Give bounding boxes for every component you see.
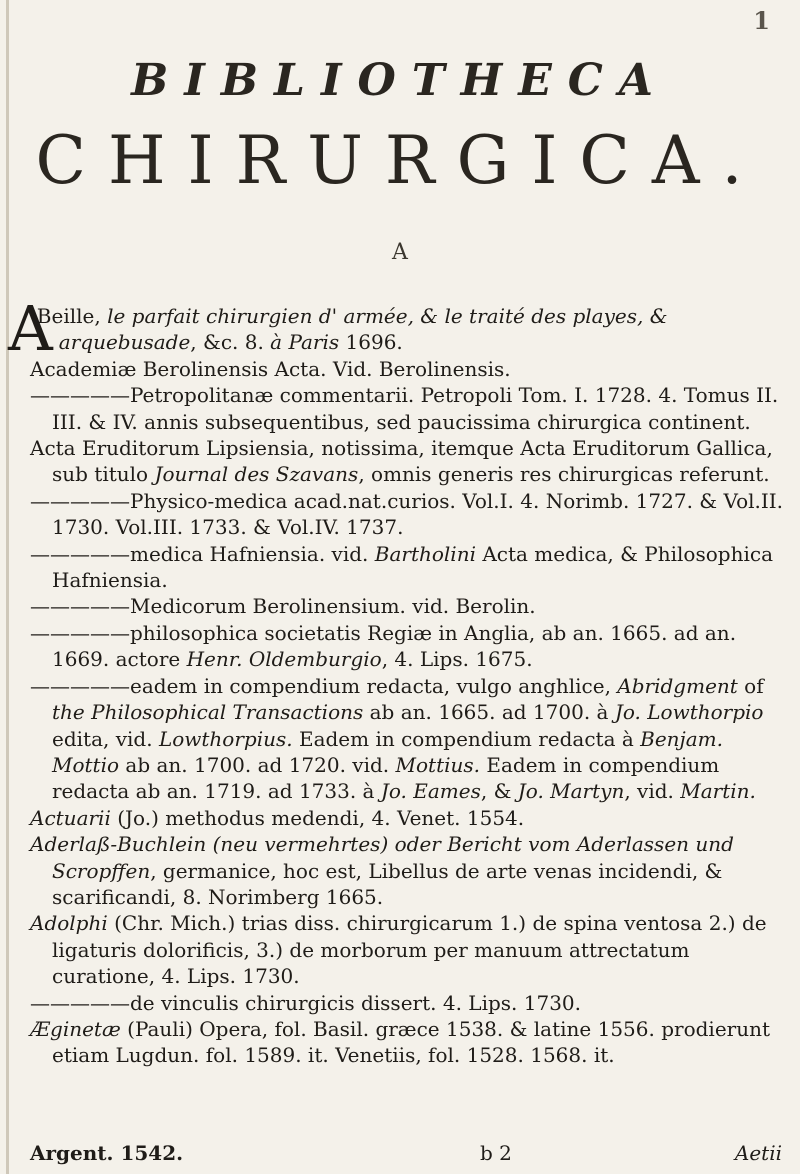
footer-continuation: Argent. 1542.	[30, 1141, 184, 1165]
entry-aderlass-buchlein: Aderlaß-Buchlein (neu vermehrtes) oder Bericht vom Aderlassen und Scropffen, germanice, hoc est, Libellus de arte venas incidendi, & scarificandi, 8. Norimberg 1665.	[30, 832, 734, 909]
entry-de-vinculis: —————de vinculis chirurgicis dissert. 4. Lips. 1730.	[30, 990, 581, 1015]
entry-abeille: A Beille, le parfait chirurgien d' armée, & le traité des playes, & arquebusade, &c. 8. à Paris 1696.	[8, 292, 668, 365]
entry-academiae-berolinensis: Academiæ Berolinensis Acta. Vid. Berolinensis.	[30, 356, 511, 381]
page-footer	[30, 1141, 782, 1171]
entry-medicorum-berolinensium: —————Medicorum Berolinensium. vid. Berolin.	[30, 594, 536, 619]
title-bibliotheca: BIBLIOTHECA	[131, 55, 669, 106]
entry-physico-medica: —————Physico-medica acad.nat.curios. Vol.I. 4. Norimb. 1727. & Vol.II. 1730. Vol.III. 1733. & Vol.IV. 1737.	[30, 488, 784, 540]
entry-adolphi: Adolphi (Chr. Mich.) trias diss. chirurgicarum 1.) de spina ventosa 2.) de ligaturis dolorificis, 3.) de morborum per manuum attrectatum curatione, 4. Lips. 1730.	[30, 911, 767, 989]
entry-eadem-compendium: —————eadem in compendium redacta, vulgo anghlice, Abridgment of the Philosophical Transactions ab an. 1665. ad 1700. à Jo. Lowthorpio edita, vid. Lowthorpius. Eadem in compendium redacta à Benjam. Mottio ab an. 1700. ad 1720. vid. Mottius. Eadem in compendium redacta ab an. 1719. ad 1733. à Jo. Eames, & Jo. Martyn, vid. Martin.	[30, 673, 764, 804]
entry-aeginetae: Æginetæ (Pauli) Opera, fol. Basil. græce 1538. & latine 1556. prodierunt etiam Lugdun. fol. 1589. it. Venetiis, fol. 1528. 1568. it.	[30, 1016, 771, 1068]
entry-medica-hafniensia: —————medica Hafniensia. vid. Bartholini Acta medica, & Philosophica Hafniensia.	[30, 541, 773, 593]
section-letter: A	[392, 240, 408, 265]
signature-mark: b 2	[480, 1141, 512, 1165]
catchword: Aetii	[734, 1141, 782, 1165]
entry-acta-eruditorum: Acta Eruditorum Lipsiensia, notissima, itemque Acta Eruditorum Gallica, sub titulo Journal des Szavans, omnis generis res chirurgicas referunt.	[30, 436, 773, 487]
title-chirurgica: CHIRURGICA.	[35, 122, 765, 199]
entry-actuarii: Actuarii (Jo.) methodus medendi, 4. Venet. 1554.	[30, 805, 525, 830]
entry-list	[8, 292, 792, 1069]
page-number: 1	[753, 6, 770, 35]
entry-philosophica-societatis: —————philosophica societatis Regiæ in Anglia, ab an. 1665. ad an. 1669. actore Henr. Oldemburgio, 4. Lips. 1675.	[30, 620, 737, 672]
drop-cap: A	[8, 292, 53, 365]
entry-petropolitanae: —————Petropolitanæ commentarii. Petropoli Tom. I. 1728. 4. Tomus II. III. & IV. annis subsequentibus, sed paucissima chirurgica continent.	[30, 383, 779, 434]
